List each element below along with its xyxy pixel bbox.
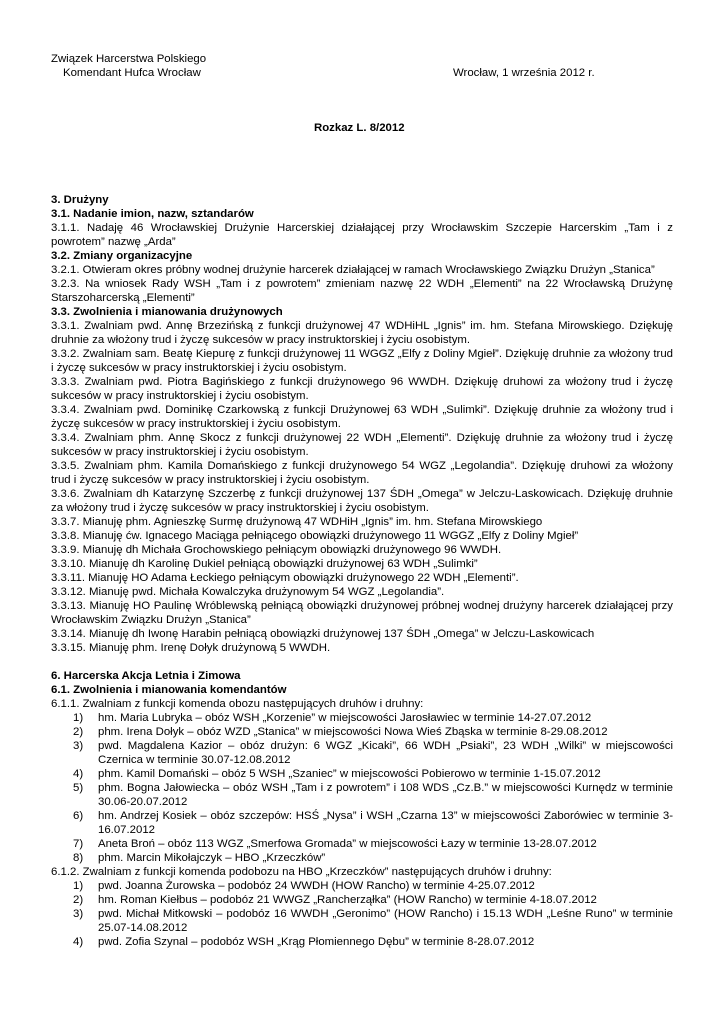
list-item-text: pwd. Michał Mitkowski – podobóz 16 WWDH „Geronimo” (HOW Rancho) i 15.13 WDH „Leśne Runo” w terminie 25.07-14.08.2012 bbox=[98, 908, 673, 934]
paragraph-3-3-14: 3.3.14. Mianuję dh Iwonę Harabin pełniącą obowiązki drużynowej 137 ŚDH „Omega” w Jelczu-Laskowicach bbox=[51, 628, 595, 640]
list-item-number: 5) bbox=[73, 782, 84, 794]
list-item bbox=[51, 711, 673, 725]
list-item-text: phm. Irena Dołyk – obóz WZD „Stanica” w miejscowości Nowa Wieś Zbąska w terminie 8-29.08.2012 bbox=[98, 726, 608, 738]
paragraph-6-1-2-intro: 6.1.2. Zwalniam z funkcji komenda podobozu na HBO „Krzeczków” następujących druhów i druhny: bbox=[51, 866, 552, 878]
paragraph-3-3-5: 3.3.5. Zwalniam phm. Kamila Domańskiego z funkcji drużynowego 54 WGZ „Legolandia”. Dziękuję druhowi za włożony trud i życzę sukcesów w pracy instruktorskiej i życiu osobistym. bbox=[51, 460, 673, 486]
list-item-text: pwd. Zofia Szynal – podobóz WSH „Krąg Płomiennego Dębu” w terminie 8-28.07.2012 bbox=[98, 936, 535, 948]
list-item-number: 8) bbox=[73, 852, 84, 864]
list-item-text: hm. Andrzej Kosiek – obóz szczepów: HSŚ „Nysa” i WSH „Czarna 13” w miejscowości Zaborówiec w terminie 3-16.07.2012 bbox=[98, 810, 673, 836]
paragraph-3-3-4b: 3.3.4. Zwalniam phm. Annę Skocz z funkcji drużynowej 22 WDH „Elementi”. Dziękuję druhnie za włożony trud i życzę sukcesów w pracy instruktorskiej i życiu osobistym. bbox=[51, 432, 673, 458]
paragraph-3-1-1: 3.1.1. Nadaję 46 Wrocławskiej Drużynie Harcerskiej działającej przy Wrocławskim Szczepie Harcerskim „Tam i z powrotem” nazwę „Arda” bbox=[51, 222, 673, 248]
list-item-text: phm. Bogna Jałowiecka – obóz WSH „Tam i z powrotem” i 108 WDS „Cz.B.” w miejscowości Kurnędz w terminie 30.06-20.07.2012 bbox=[98, 782, 673, 808]
list-item-number: 1) bbox=[73, 880, 84, 892]
paragraph-3-3-4a: 3.3.4. Zwalniam pwd. Dominikę Czarkowską z funkcji Drużynowej 63 WDH „Sulimki”. Dziękuję druhnie za włożony trud i życzę sukcesów w pracy instruktorskiej i życiu osobistym. bbox=[51, 404, 673, 430]
list-item-text: pwd. Joanna Żurowska – podobóz 24 WWDH (HOW Rancho) w terminie 4-25.07.2012 bbox=[98, 880, 535, 892]
paragraph-3-3-6: 3.3.6. Zwalniam dh Katarzynę Szczerbę z funkcji drużynowej 137 ŚDH „Omega” w Jelczu-Laskowicach. Dziękuję druhnie za włożony trud i życzę sukcesów w pracy instruktorskiej i życiu osobistym. bbox=[51, 488, 673, 514]
list-item bbox=[51, 893, 673, 907]
document-body bbox=[51, 193, 673, 949]
paragraph-3-3-11: 3.3.11. Mianuję HO Adama Łeckiego pełniącym obowiązki drużynowego 22 WDH „Elementi”. bbox=[51, 572, 519, 584]
list-item bbox=[51, 879, 673, 893]
paragraph-3-3-13: 3.3.13. Mianuję HO Paulinę Wróblewską pełniącą obowiązki drużynowej próbnej wodnej drużyny harcerek działającej przy Wrocławskim Związku Drużyn „Stanica” bbox=[51, 600, 673, 626]
list-item-number: 7) bbox=[73, 838, 84, 850]
organization-name: Związek Harcerstwa Polskiego bbox=[51, 53, 207, 65]
paragraph-3-3-15: 3.3.15. Mianuję phm. Irenę Dołyk drużynową 5 WWDH. bbox=[51, 642, 331, 654]
paragraph-3-2-1: 3.2.1. Otwieram okres próbny wodnej drużynie harcerek działającej w ramach Wrocławskiego Związku Drużyn „Stanica” bbox=[51, 264, 655, 276]
subcamp-commanders-list bbox=[51, 879, 673, 949]
paragraph-3-3-1: 3.3.1. Zwalniam pwd. Annę Brzezińską z funkcji drużynowej 47 WDHiHL „Ignis” im. hm. Stefana Mirowskiego. Dziękuję druhnie za włożony trud i życzę sukcesów w pracy instruktorskiej i życiu osobistym. bbox=[51, 320, 673, 346]
section-6-1-heading: 6.1. Zwolnienia i mianowania komendantów bbox=[51, 684, 287, 696]
section-3-3-heading: 3.3. Zwolnienia i mianowania drużynowych bbox=[51, 306, 283, 318]
list-item bbox=[51, 935, 673, 949]
section-3-2-heading: 3.2. Zmiany organizacyjne bbox=[51, 250, 193, 262]
list-item-text: Aneta Broń – obóz 113 WGZ „Smerfowa Gromada” w miejscowości Łazy w terminie 13-28.07.2012 bbox=[98, 838, 597, 850]
paragraph-3-3-10: 3.3.10. Mianuję dh Karolinę Dukiel pełniącą obowiązki drużynowej 63 WDH „Sulimki” bbox=[51, 558, 478, 570]
place-and-date: Wrocław, 1 września 2012 r. bbox=[453, 67, 595, 79]
list-item bbox=[51, 851, 673, 865]
list-item-number: 6) bbox=[73, 810, 84, 822]
paragraph-3-3-8: 3.3.8. Mianuję ćw. Ignacego Maciąga pełniącego obowiązki drużynowego 11 WGGZ „Elfy z Doliny Mgieł” bbox=[51, 530, 579, 542]
list-item bbox=[51, 767, 673, 781]
list-item-number: 2) bbox=[73, 726, 84, 738]
section-3-heading: 3. Drużyny bbox=[51, 194, 109, 206]
list-item bbox=[51, 781, 673, 809]
list-item-number: 2) bbox=[73, 894, 84, 906]
section-spacer bbox=[51, 655, 673, 669]
camp-commanders-list bbox=[51, 711, 673, 865]
paragraph-3-3-9: 3.3.9. Mianuję dh Michała Grochowskiego pełniącym obowiązki drużynowego 96 WWDH. bbox=[51, 544, 502, 556]
paragraph-3-2-3: 3.2.3. Na wniosek Rady WSH „Tam i z powrotem” zmieniam nazwę 22 WDH „Elementi” na 22 Wrocławską Drużynę Starszoharcerską „Elementi” bbox=[51, 278, 673, 304]
list-item-number: 3) bbox=[73, 740, 84, 752]
list-item bbox=[51, 907, 673, 935]
list-item-text: phm. Kamil Domański – obóz 5 WSH „Szaniec” w miejscowości Pobierowo w terminie 1-15.07.2012 bbox=[98, 768, 601, 780]
section-3-1-heading: 3.1. Nadanie imion, nazw, sztandarów bbox=[51, 208, 254, 220]
order-title: Rozkaz L. 8/2012 bbox=[314, 122, 405, 134]
list-item bbox=[51, 837, 673, 851]
section-6-heading: 6. Harcerska Akcja Letnia i Zimowa bbox=[51, 670, 241, 682]
list-item bbox=[51, 725, 673, 739]
paragraph-3-3-12: 3.3.12. Mianuję pwd. Michała Kowalczyka drużynowym 54 WGZ „Legolandia”. bbox=[51, 586, 445, 598]
list-item bbox=[51, 809, 673, 837]
list-item-text: pwd. Magdalena Kazior – obóz drużyn: 6 WGZ „Kicaki”, 66 WDH „Psiaki”, 23 WDH „Wilki” w miejscowości Czernica w terminie 30.07-12.08.2012 bbox=[98, 740, 673, 766]
list-item-number: 4) bbox=[73, 768, 84, 780]
list-item-text: phm. Marcin Mikołajczyk – HBO „Krzeczków” bbox=[98, 852, 326, 864]
list-item-text: hm. Roman Kiełbus – podobóz 21 WWGZ „Rancherząłka” (HOW Rancho) w terminie 4-18.07.2012 bbox=[98, 894, 597, 906]
list-item bbox=[51, 739, 673, 767]
paragraph-6-1-1-intro: 6.1.1. Zwalniam z funkcji komenda obozu następujących druhów i druhny: bbox=[51, 698, 424, 710]
list-item-text: hm. Maria Lubryka – obóz WSH „Korzenie” w miejscowości Jarosławiec w terminie 14-27.07.2012 bbox=[98, 712, 592, 724]
paragraph-3-3-2: 3.3.2. Zwalniam sam. Beatę Kiepurę z funkcji drużynowej 11 WGGZ „Elfy z Doliny Mgieł”. Dziękuję druhnie za włożony trud i życzę sukcesów w pracy instruktorskiej i życiu osobistym. bbox=[51, 348, 673, 374]
list-item-number: 1) bbox=[73, 712, 84, 724]
paragraph-3-3-3: 3.3.3. Zwalniam pwd. Piotra Bagińskiego z funkcji drużynowego 96 WWDH. Dziękuję druhowi za włożony trud i życzę sukcesów w pracy instruktorskiej i życiu osobistym. bbox=[51, 376, 673, 402]
list-item-number: 4) bbox=[73, 936, 84, 948]
paragraph-3-3-7: 3.3.7. Mianuję phm. Agnieszkę Surmę drużynową 47 WDHiH „Ignis” im. hm. Stefana Mirowskiego bbox=[51, 516, 543, 528]
issuer-title: Komendant Hufca Wrocław bbox=[63, 67, 201, 79]
list-item-number: 3) bbox=[73, 908, 84, 920]
